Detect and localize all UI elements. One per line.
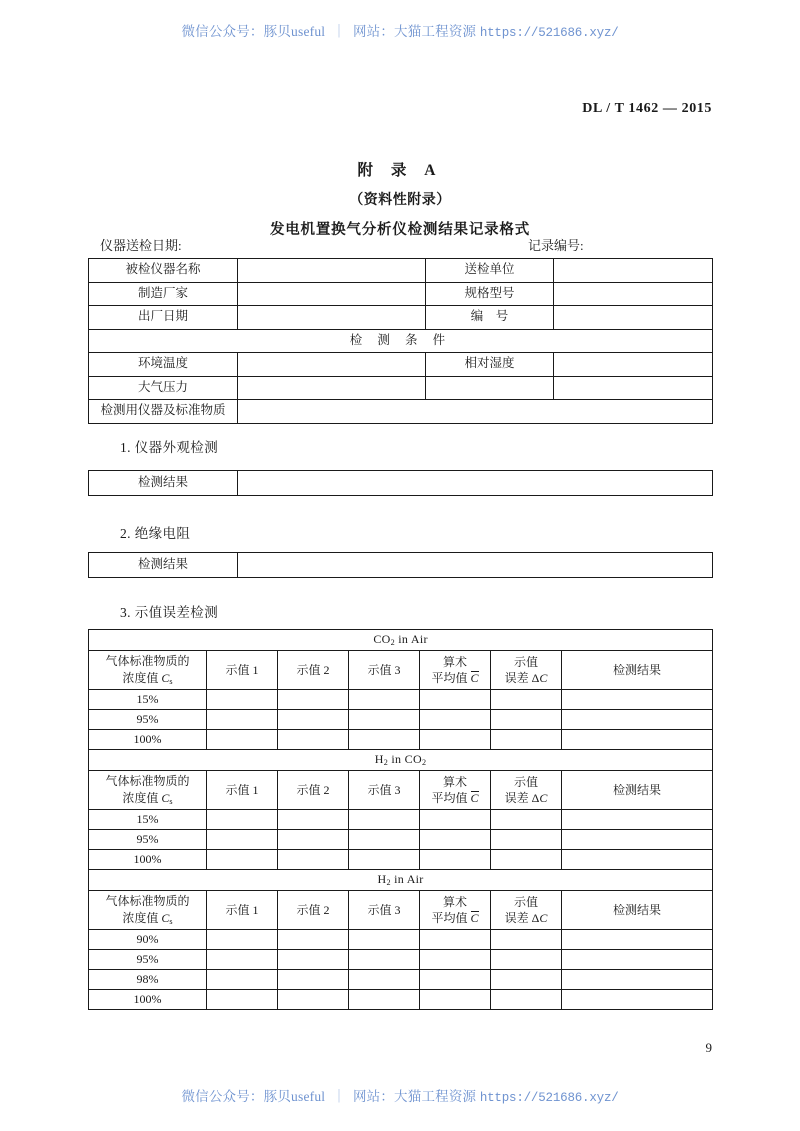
value-submitting-unit[interactable] <box>554 259 713 283</box>
cell-input[interactable] <box>562 970 713 990</box>
cell-concentration: 95% <box>89 830 207 850</box>
watermark-wechat-label: 微信公众号： <box>181 1089 264 1104</box>
cell-input[interactable] <box>491 690 562 710</box>
gas-group-header: $CO_2$ in Air <box>89 630 713 651</box>
value-relative-humidity[interactable] <box>554 353 713 377</box>
table-row <box>89 376 713 400</box>
cell-input[interactable] <box>278 830 349 850</box>
col-header-reading-2: 示值 2 <box>278 651 349 690</box>
value-manufacturer[interactable] <box>238 282 426 306</box>
gas-group-header: $H_2$ in Air <box>89 870 713 891</box>
column-header-row <box>89 651 713 690</box>
watermark-wechat-name: 豚贝useful <box>263 24 326 39</box>
label-instruments-materials: 检测用仪器及标准物质 <box>89 400 238 424</box>
value-test-result-1[interactable] <box>238 471 713 496</box>
col-header-mean: 算术 平均值 C <box>420 651 491 690</box>
table-row <box>89 830 713 850</box>
label-test-result-2: 检测结果 <box>89 553 238 578</box>
cell-input[interactable] <box>562 690 713 710</box>
label-submitting-unit: 送检单位 <box>426 259 554 283</box>
table-row <box>89 850 713 870</box>
page-title: 发电机置换气分析仪检测结果记录格式 <box>269 222 531 238</box>
cell-input[interactable] <box>278 970 349 990</box>
col-header-mean: 算术 平均值 C <box>420 891 491 930</box>
table-row <box>89 970 713 990</box>
cell-concentration: 100% <box>89 730 207 750</box>
cell-input[interactable] <box>491 830 562 850</box>
label-test-result-1: 检测结果 <box>89 471 238 496</box>
cell-input[interactable] <box>491 930 562 950</box>
cell-input[interactable] <box>491 950 562 970</box>
cell-concentration: 95% <box>89 710 207 730</box>
submit-date-label: 仪器送检日期: <box>100 238 182 253</box>
cell-input[interactable] <box>562 850 713 870</box>
cell-input[interactable] <box>349 970 420 990</box>
table-row <box>89 282 713 306</box>
cell-input[interactable] <box>349 690 420 710</box>
table-row <box>89 306 713 330</box>
watermark-wechat-label: 微信公众号： <box>181 24 264 39</box>
col-header-reading-2: 示值 2 <box>278 891 349 930</box>
col-header-reading-1: 示值 1 <box>207 891 278 930</box>
label-ambient-temperature: 环境温度 <box>89 353 238 377</box>
table-row <box>89 553 713 578</box>
value-ambient-temperature[interactable] <box>238 353 426 377</box>
cell-input[interactable] <box>349 730 420 750</box>
cell-input[interactable] <box>420 830 491 850</box>
col-header-concentration: 气体标准物质的 浓度值 $C_s$ <box>89 651 207 690</box>
col-header-reading-1: 示值 1 <box>207 771 278 810</box>
cell-input[interactable] <box>278 690 349 710</box>
indication-error-table <box>88 629 713 1010</box>
col-header-error: 示值 误差 ΔC <box>491 651 562 690</box>
cell-input[interactable] <box>278 950 349 970</box>
cell-input[interactable] <box>420 970 491 990</box>
standard-number: DL / T 1462 — 2015 <box>582 101 712 116</box>
value-production-date[interactable] <box>238 306 426 330</box>
cell-input[interactable] <box>278 850 349 870</box>
cell-input[interactable] <box>349 810 420 830</box>
value-instruments-materials[interactable] <box>238 400 713 424</box>
gas-group-header-row <box>89 630 713 651</box>
col-header-error: 示值 误差 ΔC <box>491 891 562 930</box>
table-row <box>89 353 713 377</box>
table-row <box>89 810 713 830</box>
cell-concentration: 15% <box>89 810 207 830</box>
page-number: 9 <box>705 1040 712 1055</box>
table-row <box>89 259 713 283</box>
col-header-result: 检测结果 <box>562 771 713 810</box>
table-row <box>89 730 713 750</box>
label-atmospheric-pressure: 大气压力 <box>89 376 238 400</box>
table-row <box>89 930 713 950</box>
label-model: 规格型号 <box>426 282 554 306</box>
col-header-concentration: 气体标准物质的 浓度值 $C_s$ <box>89 771 207 810</box>
cell-input[interactable] <box>420 850 491 870</box>
cell-concentration: 100% <box>89 850 207 870</box>
watermark-separator: ｜ <box>332 24 346 39</box>
cell-input[interactable] <box>207 970 278 990</box>
cell-input[interactable] <box>207 690 278 710</box>
conditions-header: 检 测 条 件 <box>89 329 713 353</box>
cell-input[interactable] <box>349 850 420 870</box>
cell-concentration: 100% <box>89 990 207 1010</box>
cell-input[interactable] <box>278 990 349 1010</box>
cell-input[interactable] <box>491 810 562 830</box>
watermark-site-name: 大猫工程资源 <box>394 24 477 39</box>
col-header-reading-3: 示值 3 <box>349 651 420 690</box>
cell-input[interactable] <box>349 950 420 970</box>
watermark-url: https://521686.xyz/ <box>479 26 619 40</box>
cell-concentration: 90% <box>89 930 207 950</box>
annex-type: （资料性附录） <box>349 193 451 208</box>
cell-input[interactable] <box>562 730 713 750</box>
cell-input[interactable] <box>491 850 562 870</box>
column-header-row <box>89 771 713 810</box>
value-test-result-2[interactable] <box>238 553 713 578</box>
table-row <box>89 471 713 496</box>
cell-input[interactable] <box>278 710 349 730</box>
cell-input[interactable] <box>420 710 491 730</box>
cell-input[interactable] <box>562 990 713 1010</box>
cell-concentration: 98% <box>89 970 207 990</box>
cell-input[interactable] <box>420 810 491 830</box>
cell-input[interactable] <box>278 810 349 830</box>
gas-group-header-row <box>89 750 713 771</box>
cell-input[interactable] <box>562 930 713 950</box>
col-header-reading-3: 示值 3 <box>349 891 420 930</box>
cell-input[interactable] <box>207 710 278 730</box>
watermark-site-label: 网站： <box>352 1089 395 1104</box>
table-row <box>89 710 713 730</box>
label-instrument-name: 被检仪器名称 <box>89 259 238 283</box>
section-1-label: 1. 仪器外观检测 <box>120 440 219 455</box>
cell-input[interactable] <box>491 970 562 990</box>
cell-input[interactable] <box>207 850 278 870</box>
section-2-label: 2. 绝缘电阻 <box>120 526 191 541</box>
cell-input[interactable] <box>420 690 491 710</box>
col-header-reading-1: 示值 1 <box>207 651 278 690</box>
cell-input[interactable] <box>562 710 713 730</box>
value-atmospheric-pressure[interactable] <box>238 376 426 400</box>
cell-concentration: 15% <box>89 690 207 710</box>
section-3-label: 3. 示值误差检测 <box>120 605 219 620</box>
table-row <box>89 950 713 970</box>
col-header-reading-3: 示值 3 <box>349 771 420 810</box>
title-block <box>0 158 800 239</box>
cell-input[interactable] <box>207 730 278 750</box>
col-header-mean: 算术 平均值 C <box>420 771 491 810</box>
col-header-concentration: 气体标准物质的 浓度值 $C_s$ <box>89 891 207 930</box>
cell-input[interactable] <box>562 810 713 830</box>
annex-title: 附 录 A <box>357 162 443 179</box>
cell-input[interactable] <box>349 930 420 950</box>
label-serial-number: 编 号 <box>426 306 554 330</box>
col-header-error: 示值 误差 ΔC <box>491 771 562 810</box>
appearance-result-table <box>88 470 713 496</box>
gas-group-header-row <box>89 870 713 891</box>
cell-input[interactable] <box>278 930 349 950</box>
cell-input[interactable] <box>420 950 491 970</box>
insulation-resistance-result-table <box>88 552 713 578</box>
cell-input[interactable] <box>278 730 349 750</box>
cell-input[interactable] <box>349 990 420 1010</box>
cell-input[interactable] <box>420 930 491 950</box>
value-model[interactable] <box>554 282 713 306</box>
col-header-reading-2: 示值 2 <box>278 771 349 810</box>
watermark-wechat-name: 豚贝useful <box>263 1089 326 1104</box>
watermark-site-name: 大猫工程资源 <box>394 1089 477 1104</box>
value-instrument-name[interactable] <box>238 259 426 283</box>
cell-input[interactable] <box>207 990 278 1010</box>
value-serial-number[interactable] <box>554 306 713 330</box>
watermark-separator: ｜ <box>332 1089 346 1104</box>
cell-input[interactable] <box>207 830 278 850</box>
watermark-bottom <box>0 1085 800 1105</box>
instrument-info-table <box>88 258 713 424</box>
label-manufacturer: 制造厂家 <box>89 282 238 306</box>
record-number-label: 记录编号: <box>528 238 584 253</box>
cell-input[interactable] <box>491 990 562 1010</box>
table-row <box>89 329 713 353</box>
label-production-date: 出厂日期 <box>89 306 238 330</box>
cell-input[interactable] <box>207 930 278 950</box>
label-relative-humidity: 相对湿度 <box>426 353 554 377</box>
table-row <box>89 990 713 1010</box>
watermark-url: https://521686.xyz/ <box>479 1091 619 1105</box>
cell-input[interactable] <box>349 710 420 730</box>
cell-input[interactable] <box>420 730 491 750</box>
cell-input[interactable] <box>207 950 278 970</box>
column-header-row <box>89 891 713 930</box>
cell-input[interactable] <box>491 730 562 750</box>
gas-group-header: $H_2$ in $CO_2$ <box>89 750 713 771</box>
value-atmospheric-pressure-extra2[interactable] <box>554 376 713 400</box>
cell-concentration: 95% <box>89 950 207 970</box>
cell-input[interactable] <box>562 950 713 970</box>
cell-input[interactable] <box>491 710 562 730</box>
watermark-site-label: 网站： <box>352 24 395 39</box>
cell-input[interactable] <box>562 830 713 850</box>
table-row <box>89 400 713 424</box>
value-atmospheric-pressure-extra[interactable] <box>426 376 554 400</box>
col-header-result: 检测结果 <box>562 891 713 930</box>
col-header-result: 检测结果 <box>562 651 713 690</box>
table-row <box>89 690 713 710</box>
cell-input[interactable] <box>420 990 491 1010</box>
cell-input[interactable] <box>207 810 278 830</box>
cell-input[interactable] <box>349 830 420 850</box>
